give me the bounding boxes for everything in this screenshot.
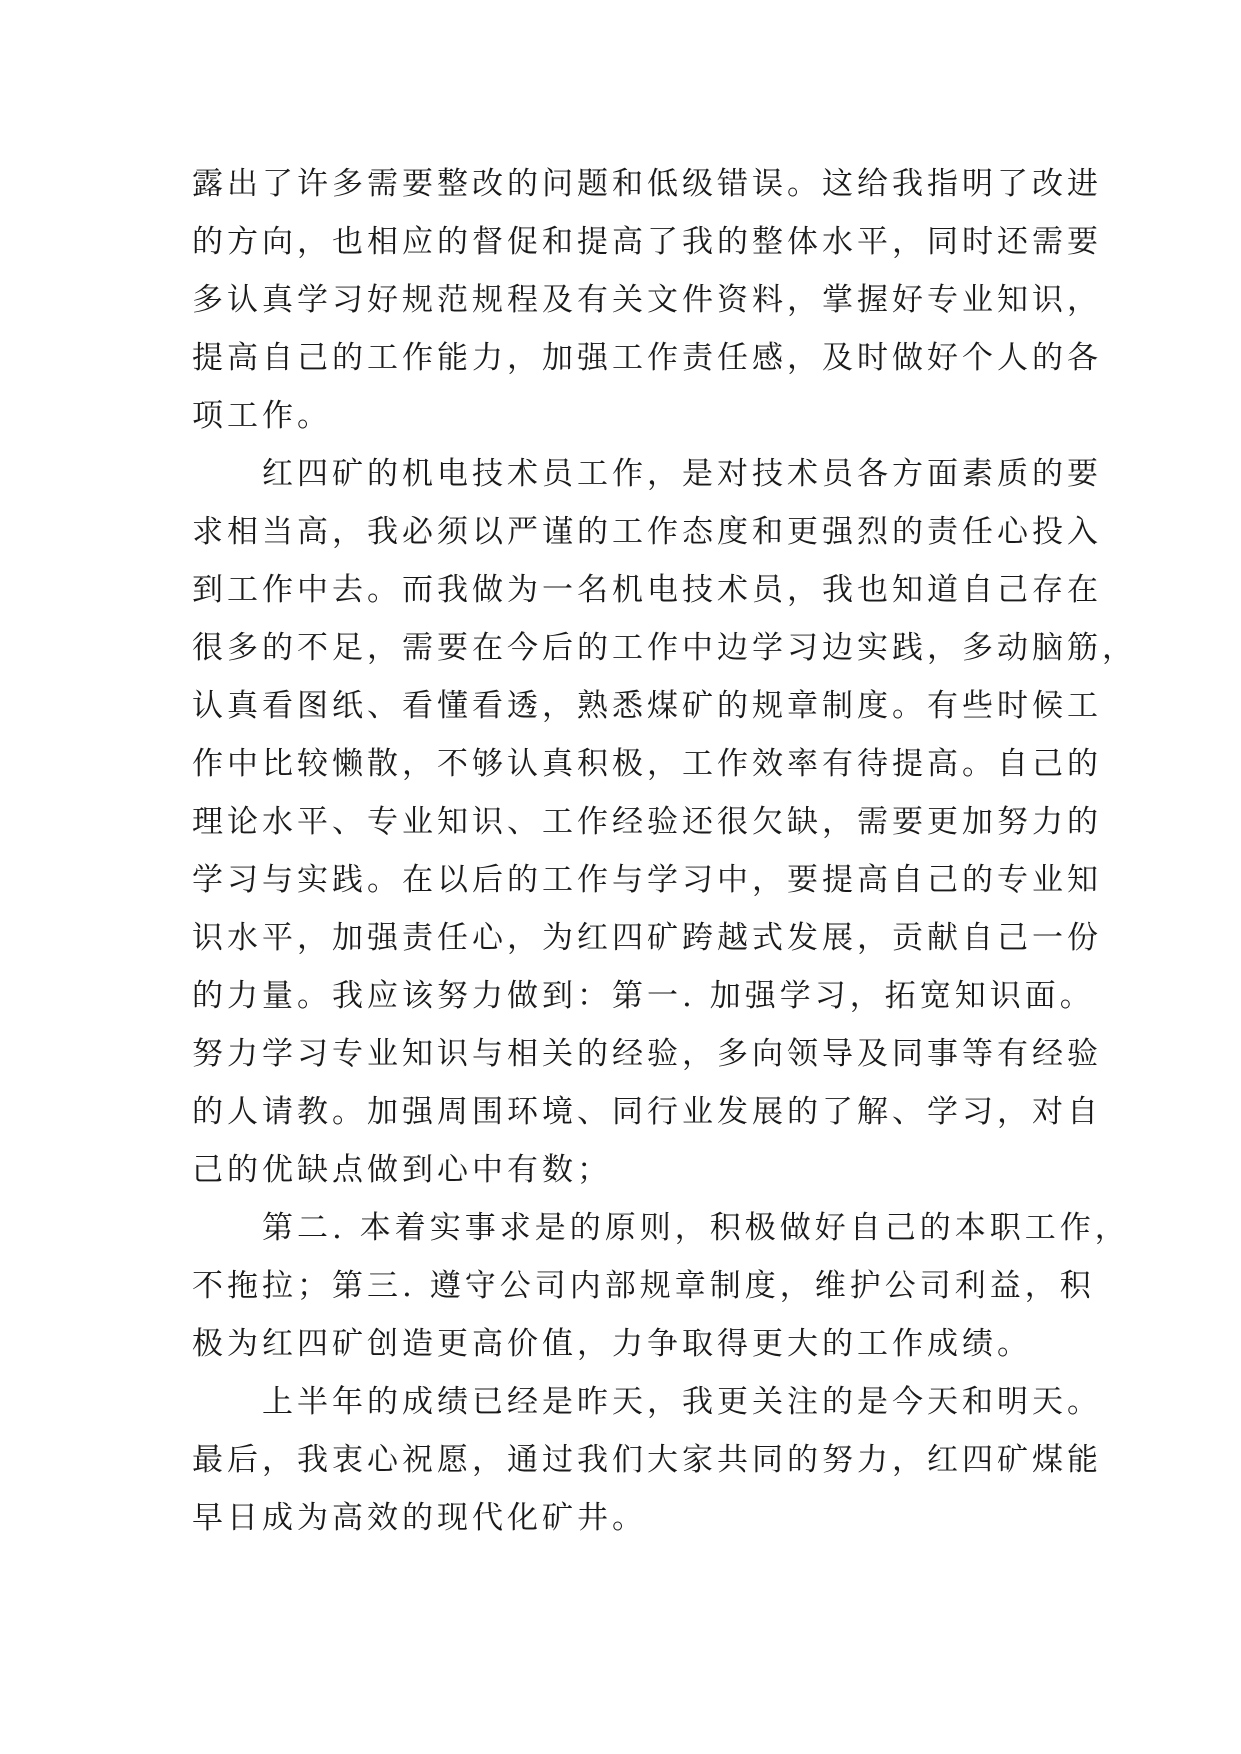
text-line: 第二. 本着实事求是的原则，积极做好自己的本职工作， [192,1210,1130,1246]
text-line: 提高自己的工作能力，加强工作责任感，及时做好个人的各 [192,340,1102,376]
text-line: 作中比较懒散，不够认真积极，工作效率有待提高。自己的 [192,746,1102,782]
text-line: 不拖拉；第三. 遵守公司内部规章制度，维护公司利益，积 [192,1268,1095,1304]
text-line: 的人请教。加强周围环境、同行业发展的了解、学习，对自 [192,1094,1102,1130]
text-line: 认真看图纸、看懂看透，熟悉煤矿的规章制度。有些时候工 [192,688,1102,724]
text-line: 己的优缺点做到心中有数； [192,1152,612,1188]
document-body [192,155,1137,1547]
text-line: 最后，我衷心祝愿，通过我们大家共同的努力，红四矿煤能 [192,1442,1102,1478]
text-line: 红四矿的机电技术员工作，是对技术员各方面素质的要 [192,456,1102,492]
text-line: 上半年的成绩已经是昨天，我更关注的是今天和明天。 [192,1384,1102,1420]
text-line: 极为红四矿创造更高价值，力争取得更大的工作成绩。 [192,1326,1032,1362]
text-line: 露出了许多需要整改的问题和低级错误。这给我指明了改进 [192,166,1102,202]
text-line: 的力量。我应该努力做到：第一. 加强学习，拓宽知识面。 [192,978,1095,1014]
text-line: 理论水平、专业知识、工作经验还很欠缺，需要更加努力的 [192,804,1102,840]
text-line: 早日成为高效的现代化矿井。 [192,1500,647,1536]
text-line: 求相当高，我必须以严谨的工作态度和更强烈的责任心投入 [192,514,1102,550]
text-line: 努力学习专业知识与相关的经验，多向领导及同事等有经验 [192,1036,1102,1072]
text-line: 项工作。 [192,398,332,434]
text-line: 识水平，加强责任心，为红四矿跨越式发展，贡献自己一份 [192,920,1102,956]
text-line: 多认真学习好规范规程及有关文件资料，掌握好专业知识， [192,282,1102,318]
text-line: 学习与实践。在以后的工作与学习中，要提高自己的专业知 [192,862,1102,898]
text-line: 的方向，也相应的督促和提高了我的整体水平，同时还需要 [192,224,1102,260]
text-line: 很多的不足，需要在今后的工作中边学习边实践，多动脑筋， [192,630,1137,666]
text-line: 到工作中去。而我做为一名机电技术员，我也知道自己存在 [192,572,1102,608]
